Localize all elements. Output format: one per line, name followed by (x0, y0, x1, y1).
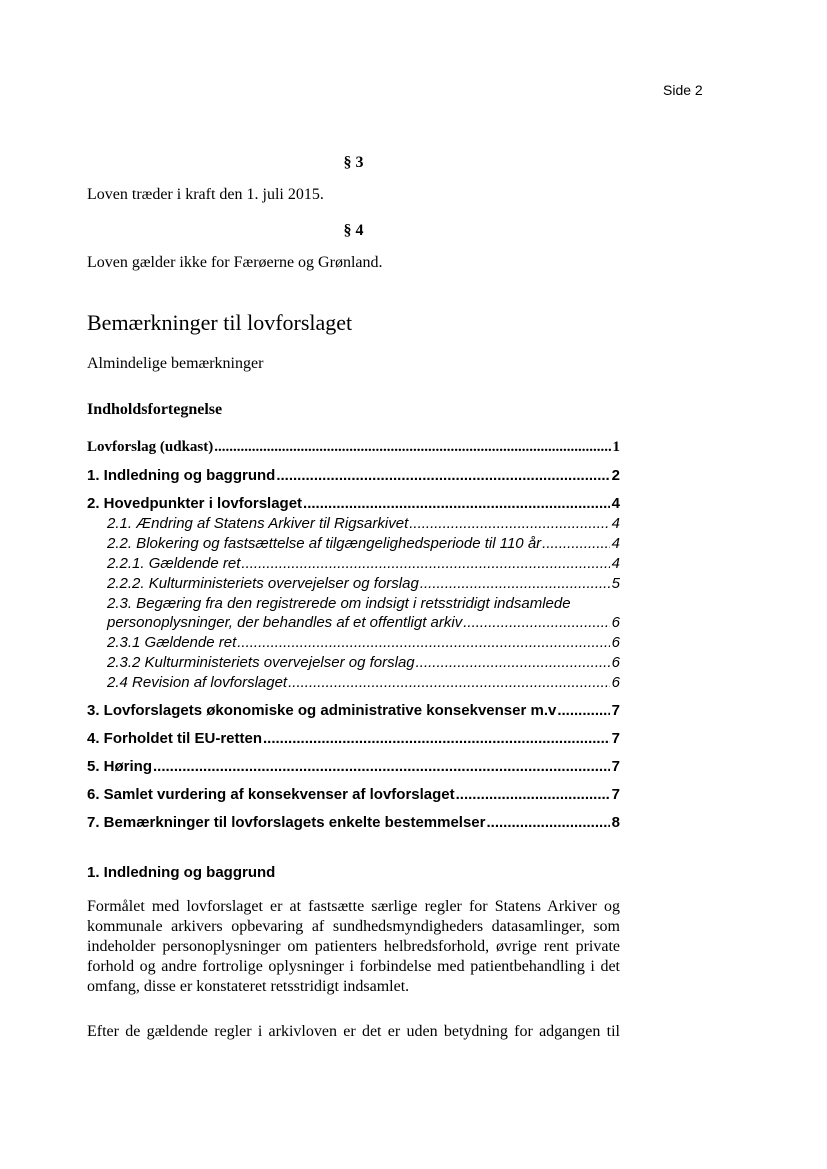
body-paragraph-2: Efter de gældende regler i arkivloven er det er uden betydning for adgangen til (87, 1023, 620, 1040)
toc-entry-label: 6. Samlet vurdering af konsekvenser af lovforslaget (87, 786, 455, 803)
toc-entry-page: 7 (611, 702, 620, 719)
toc-leader-dots (557, 701, 609, 720)
toc-entry-label: Lovforslag (udkast) (87, 439, 214, 455)
toc-entry-3 (87, 701, 620, 720)
toc-entry-label: 2.3.2 Kulturministeriets overvejelser og forslag (107, 654, 415, 671)
section-3-heading: § 3 (343, 154, 364, 171)
toc-entry-label: 2.3.1 Gældende ret (107, 634, 237, 651)
toc-leader-dots (463, 613, 609, 632)
section-4-text: Loven gælder ikke for Færøerne og Grønland. (87, 254, 383, 271)
document-page (87, 0, 620, 1042)
toc-entry-label: 2.1. Ændring af Statens Arkiver til Rigsarkivet (107, 515, 409, 532)
toc-leader-dots (409, 514, 609, 533)
toc-entry-label: 2. Hovedpunkter i lovforslaget (87, 495, 303, 512)
toc-entry-page: 1 (612, 439, 620, 455)
toc-entry-7 (87, 813, 620, 832)
toc-entry-page: 7 (611, 758, 620, 775)
toc-entry-page: 4 (611, 535, 620, 552)
toc-leader-dots (276, 466, 609, 485)
toc-entry-page: 6 (611, 674, 620, 691)
toc-entry-label: 2.2.2. Kulturministeriets overvejelser og forslag (107, 575, 419, 592)
toc-leader-dots (420, 574, 610, 593)
toc-leader-dots (237, 633, 609, 652)
toc-entry-2-2-2 (87, 574, 620, 593)
toc-leader-dots (542, 534, 610, 553)
toc-entry-page: 6 (611, 634, 620, 651)
toc-entry-1 (87, 466, 620, 485)
toc-entry-2 (87, 494, 620, 513)
toc-leader-dots (456, 785, 610, 804)
toc-entry-2-3-line2 (87, 613, 620, 632)
toc-entry-label: 4. Forholdet til EU-retten (87, 730, 263, 747)
toc-entry-2-2 (87, 534, 620, 553)
toc-entry-4 (87, 729, 620, 748)
table-of-contents (87, 438, 620, 832)
toc-entry-2-4 (87, 673, 620, 692)
toc-leader-dots (214, 438, 610, 457)
toc-entry-page: 7 (611, 786, 620, 803)
toc-leader-dots (263, 729, 610, 748)
toc-entry-2-3-line1: 2.3. Begæring fra den registrerede om indsigt i retsstridigt indsamlede (107, 595, 571, 612)
remarks-title: Bemærkninger til lovforslaget (87, 310, 353, 335)
toc-entry-label: personoplysninger, der behandles af et offentligt arkiv (107, 614, 463, 631)
toc-entry-page: 4 (611, 515, 620, 532)
toc-heading: Indholdsfortegnelse (87, 401, 223, 418)
toc-entry-page: 7 (611, 730, 620, 747)
toc-entry-2-3-1 (87, 633, 620, 652)
toc-entry-page: 4 (611, 495, 620, 512)
toc-entry-2-3-2 (87, 653, 620, 672)
section-1-heading: 1. Indledning og baggrund (87, 864, 276, 881)
toc-entry-label: 2.2.1. Gældende ret (107, 555, 241, 572)
toc-entry-label: 1. Indledning og baggrund (87, 467, 276, 484)
page-number-label: Side 2 (663, 82, 703, 98)
toc-entry-2-2-1 (87, 554, 620, 573)
toc-entry-2-1 (87, 514, 620, 533)
remarks-subtitle: Almindelige bemærkninger (87, 355, 264, 372)
toc-entry-label: 7. Bemærkninger til lovforslagets enkelte bestemmelser (87, 814, 486, 831)
toc-leader-dots (241, 554, 609, 573)
toc-entry-page: 5 (611, 575, 620, 592)
toc-leader-dots (153, 757, 610, 776)
toc-entry-page: 6 (611, 614, 620, 631)
toc-leader-dots (288, 673, 610, 692)
section-4-heading: § 4 (343, 222, 364, 239)
toc-entry-5 (87, 757, 620, 776)
toc-leader-dots (416, 653, 610, 672)
toc-leader-dots (487, 813, 610, 832)
section-3-text: Loven træder i kraft den 1. juli 2015. (87, 186, 324, 203)
toc-entry-label: 5. Høring (87, 758, 153, 775)
toc-entry-label: 2.4 Revision af lovforslaget (107, 674, 288, 691)
toc-entry-label: 2.2. Blokering og fastsættelse af tilgængelighedsperiode til 110 år (107, 535, 542, 552)
toc-entry-6 (87, 785, 620, 804)
toc-entry-lovforslag (87, 438, 620, 457)
toc-entry-label: 3. Lovforslagets økonomiske og administrative konsekvenser m.v (87, 702, 557, 719)
toc-entry-page: 2 (611, 467, 620, 484)
toc-entry-page: 8 (611, 814, 620, 831)
toc-entry-page: 4 (611, 555, 620, 572)
toc-entry-page: 6 (611, 654, 620, 671)
toc-leader-dots (303, 494, 610, 513)
body-paragraph-1: Formålet med lovforslaget er at fastsætte særlige regler for Statens Arkiver og kommunale arkivers opbevaring af sundhedsmyndigheders datasamlinger, som indeholder personoplysninger om patienters helbredsforhold, øvrige rent private forhold og andre fortrolige oplysninger i forbindelse med patientbehandling i det omfang, disse er konstateret retsstridigt indsamlet. (87, 898, 620, 995)
